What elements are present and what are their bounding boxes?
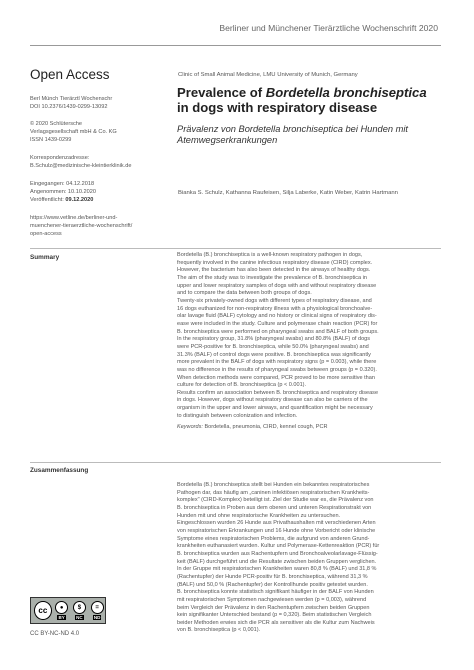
issn-line: ISSN 1439-0299 (30, 136, 72, 143)
cc-by-group (54, 601, 70, 620)
text-line: Hunden mit und ohne respiratorische Krankheiten zu untersuchen. (177, 512, 341, 519)
citation-journal: Berl Münch Tierärztl Wochenschr (30, 96, 113, 102)
text-line: Pathogen dar, das häufig am „caninen infektiösen respiratorischen Krankheits- (177, 489, 370, 496)
text-line: keit (BALF) durchgeführt und die Resultate zwischen beiden Gruppen verglichen. (177, 558, 377, 565)
text-line: Eingeschlossen wurden 26 Hunde aus Privathaushalten mit verschiedenen Arten (177, 520, 376, 527)
accepted-date: Angenommen: 10.10.2020 (30, 188, 96, 195)
text-line: (BALF) und 50,0 % (Rachentupfer) der Kontrollhunde positiv getestet wurden. (177, 581, 368, 588)
person-icon: ● (55, 601, 68, 614)
text-line: 31.3% (BALF) of control dogs were positive. B. bronchiseptica was significantly (177, 351, 371, 358)
text-line: komplex" (CIRD-Komplex) beteiligt ist. Ziel der Studie war es, die Prävalenz von (177, 497, 374, 504)
cc-license-badge[interactable] (30, 597, 106, 624)
contact-label: Korrespondenzadresse: (30, 155, 90, 161)
publisher-line: Verlagsgesellschaft mbH & Co. KG (30, 128, 117, 135)
url-line-2[interactable]: muenchener-tieraerztliche-wochenschrift/ (30, 222, 133, 229)
zusammenfassung-text (177, 482, 447, 635)
text-line: Bordetella (B.) bronchiseptica stellt bei Hunden ein bekanntes respiratorisches (177, 482, 370, 488)
summary-heading: Summary (30, 254, 60, 261)
received-date: Eingegangen: 04.12.2018 (30, 181, 95, 187)
text-line: Bordetella (B.) bronchiseptica is a well-known respiratory pathogen in dogs, (177, 252, 363, 258)
cc-nd-group (89, 601, 105, 620)
contact-block (30, 155, 160, 171)
text-line: B. bronchiseptica were performed on pharyngeal swabs and BALF of both groups. (177, 328, 379, 335)
title-prefix: Prevalence of (177, 85, 266, 100)
keywords-value: Bordetella, pneumonia, CIRD, kennel cough, PCR (202, 424, 328, 430)
text-line: krankheiten euthanasiert wurden. Kultur und Polymerase-Kettenreaktion (PCR) für (177, 543, 380, 550)
journal-title: Berliner und Münchener Tierärztliche Wochenschrift 2020 (219, 23, 438, 33)
text-line: The aim of the study was to investigate the prevalence of B. bronchiseptica in (177, 274, 367, 281)
keywords-label: Keywords: (177, 424, 203, 430)
text-line: von respiratorischen Erkrankungen und 16 Hunde ohne Vorbericht oder klinische (177, 527, 376, 534)
license-text: CC BY-NC-ND 4.0 (30, 631, 80, 637)
text-line: When detection methods were compared, PCR proved to be more sensitive than (177, 374, 375, 381)
copyright-block (30, 121, 160, 144)
url-line-1[interactable]: https://www.vetline.de/berliner-und- (30, 215, 118, 221)
published-date (30, 197, 160, 205)
cc-by-label: BY (58, 615, 65, 620)
text-line: in dogs. However, dogs without respiratory disease can also be carriers of the (177, 397, 368, 404)
text-line: and to compare the data between both groups of dogs. (177, 290, 312, 297)
contact-email[interactable]: B.Schulz@medizinische-kleintierklinik.de (30, 162, 132, 169)
text-line: beim Vergleich der Prävalenz in den Rachentupfern zwischen beiden Gruppen (177, 604, 370, 611)
open-access-label: Open Access (30, 67, 110, 82)
cc-nc-label: NC (76, 615, 83, 620)
text-line: organism in the upper and lower airways, and quantification might be necessary (177, 405, 373, 412)
summary-divider (30, 248, 441, 249)
text-line: mit respiratorischen Symptomen nachgewiesen werden (p = 0,003), während (177, 596, 367, 603)
text-line: (Rachentupfer) der Hunde PCR-positiv für B. bronchiseptica, während 31,3 % (177, 573, 368, 580)
no-dollar-icon: $ (73, 601, 86, 614)
cc-nc-group (72, 601, 88, 620)
text-line: Twenty-six privately-owned dogs with different types of respiratory disease, and (177, 297, 372, 304)
text-line: culture for detection of B. bronchiseptica (p < 0.001). (177, 382, 307, 389)
text-line: Symptome eines respiratorischen Problems, die aufgrund von anderen Grund- (177, 535, 370, 542)
article-subtitle: Prävalenz von Bordetella bronchiseptica bei Hunden mit Atemwegserkrankungen (177, 124, 409, 146)
text-line: ease were included in the study. Culture and polymerase chain reaction (PCR) for (177, 320, 378, 327)
zusammenfassung-heading: Zusammenfassung (30, 467, 89, 474)
article-title (177, 85, 447, 115)
text-line: more prevalent in the BALF of dogs with respiratory signs (p = 0.003), while there (177, 359, 377, 366)
text-line: von B. bronchiseptica (p < 0,001). (177, 627, 261, 634)
url-block[interactable] (30, 215, 160, 238)
published-value: 09.12.2020 (65, 196, 94, 203)
zusammenfassung-divider (30, 462, 441, 463)
text-line: 16 dogs euthanized for non-respiratory illness with a physiological bronchoalve- (177, 305, 373, 312)
author-list: Bianka S. Schulz, Kathanna Raufeisen, Silja Laberke, Katin Weber, Katrin Hartmann (178, 190, 398, 196)
cc-icon: cc (34, 601, 52, 620)
citation-doi: DOI 10.2376/1439-0299-13092 (30, 103, 108, 110)
text-line: Results confirm an association between B. bronchiseptica and respiratory disease (177, 389, 379, 396)
text-line: frequently involved in the canine infectious respiratory disease (CIRD) complex. (177, 259, 373, 266)
text-line: was no difference in the results of pharyngeal swabs between groups (p = 0.320). (177, 366, 377, 373)
affiliation: Clinic of Small Animal Medicine, LMU University of Munich, Germany (178, 72, 358, 78)
text-line: olar lavage fluid (BALF) cytology and no history or clinical signs of respiratory dis- (177, 313, 377, 320)
text-line: In the respiratory group, 31.8% (pharyngeal swabs) and 80.8% (BALF) of dogs (177, 336, 371, 343)
copyright-line: © 2020 Schlütersche (30, 121, 83, 127)
equals-icon: = (91, 601, 104, 614)
text-line: B. bronchiseptica in Proben aus dem oberen und unteren Respirationstrakt von (177, 504, 372, 511)
text-line: to distinguish between colonization and infection. (177, 412, 298, 419)
text-line: B. bronchiseptica wurden aus Rachentupfern und Bronchoalveolarlavage-Flüssig- (177, 550, 378, 557)
header-divider (30, 45, 441, 46)
citation-block (30, 96, 160, 112)
title-species: Bordetella bronchiseptica (265, 85, 427, 100)
text-line: However, the bacterium has also been detected in the airways of healthy dogs. (177, 267, 371, 274)
text-line: beider Methoden erwies sich die PCR als sensitiver als die Kultur zum Nachweis (177, 619, 375, 626)
url-line-3[interactable]: open-access (30, 230, 62, 237)
text-line: were PCR-positive for B. bronchiseptica, while 50.0% (pharyngeal swabs) and (177, 343, 369, 350)
published-label: Veröffentlicht: (30, 196, 66, 203)
text-line: B. bronchiseptica konnte statistisch signifikant häufiger in der BALF von Hunden (177, 589, 374, 596)
title-suffix: in dogs with respiratory disease (177, 100, 378, 115)
text-line: kein signifikanter Unterschied bestand (p = 0,320). Beim statistischen Vergleich (177, 612, 372, 619)
text-line: upper and lower respiratory samples of dogs with and without respiratory disease (177, 282, 377, 289)
text-line: In der Gruppe mit respiratorischen Krankheiten waren 80,8 % (BALF) und 31,8 % (177, 566, 377, 573)
cc-nd-label: ND (93, 615, 101, 620)
dates-block (30, 181, 160, 204)
keywords-line (177, 424, 447, 430)
summary-text (177, 252, 447, 420)
